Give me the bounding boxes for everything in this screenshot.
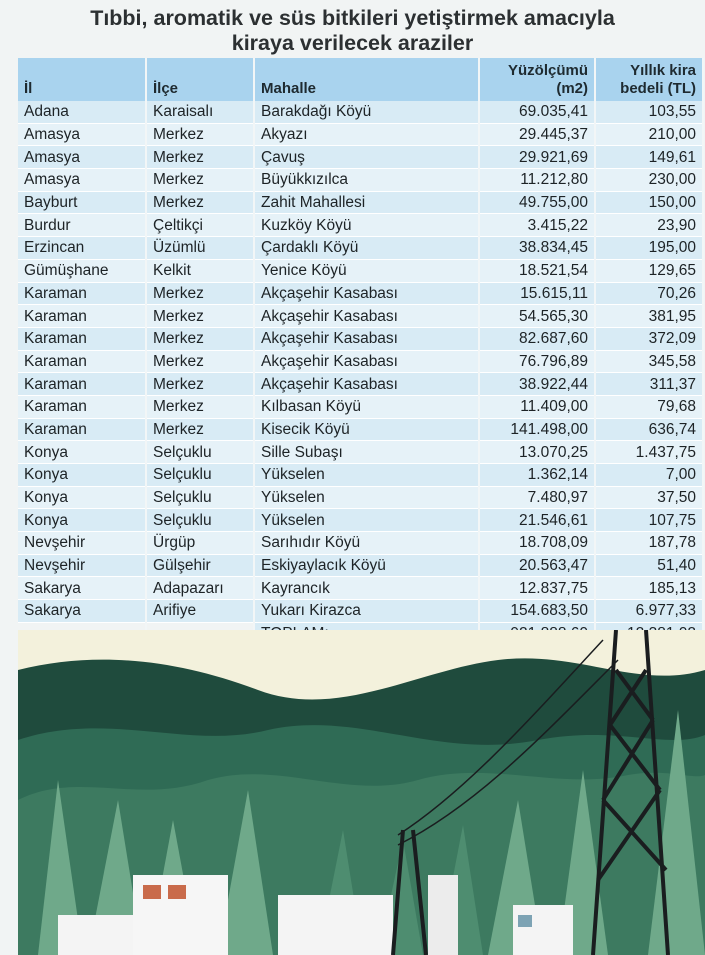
cell-alan: 69.035,41 — [479, 101, 595, 123]
table-row — [18, 305, 703, 328]
cell-alan: 82.687,60 — [479, 327, 595, 350]
table-row — [18, 373, 703, 396]
cell-alan: 49.755,00 — [479, 191, 595, 214]
cell-mahalle: Çavuş — [254, 146, 479, 169]
cell-ilce: Merkez — [146, 418, 254, 441]
header-ilce: İlçe — [146, 58, 254, 101]
table-row — [18, 600, 703, 623]
cell-ilce: Kelkit — [146, 259, 254, 282]
table-row — [18, 509, 703, 532]
cell-il: Amasya — [18, 146, 146, 169]
cell-ilce: Merkez — [146, 327, 254, 350]
cell-ilce: Merkez — [146, 395, 254, 418]
cell-ilce: Merkez — [146, 282, 254, 305]
cell-alan: 3.415,22 — [479, 214, 595, 237]
title-line-2: kiraya verilecek araziler — [231, 31, 474, 55]
cell-ilce: Gülşehir — [146, 554, 254, 577]
table-row — [18, 237, 703, 260]
cell-alan: 13.070,25 — [479, 441, 595, 464]
table-row — [18, 101, 703, 123]
cell-il: Amasya — [18, 169, 146, 192]
cell-alan: 7.480,97 — [479, 486, 595, 509]
cell-alan: 29.921,69 — [479, 146, 595, 169]
table-row — [18, 169, 703, 192]
cell-mahalle: Akçaşehir Kasabası — [254, 305, 479, 328]
cell-ilce: Selçuklu — [146, 486, 254, 509]
cell-mahalle: Akçaşehir Kasabası — [254, 373, 479, 396]
cell-ilce: Merkez — [146, 373, 254, 396]
cell-kira: 37,50 — [595, 486, 703, 509]
cell-mahalle: Yükselen — [254, 509, 479, 532]
header-kira — [595, 58, 703, 101]
cell-ilce: Merkez — [146, 146, 254, 169]
header-yuzolcumu — [479, 58, 595, 101]
cell-mahalle: Yükselen — [254, 486, 479, 509]
header-yuzolcumu-line1: Yüzölçümü — [507, 62, 588, 79]
table-row — [18, 327, 703, 350]
cell-mahalle: Çardaklı Köyü — [254, 237, 479, 260]
cell-il: Konya — [18, 441, 146, 464]
cell-mahalle: Yenice Köyü — [254, 259, 479, 282]
cell-il: Karaman — [18, 327, 146, 350]
table-row — [18, 191, 703, 214]
cell-alan: 29.445,37 — [479, 123, 595, 146]
cell-ilce: Arifiye — [146, 600, 254, 623]
cell-mahalle: Sarıhıdır Köyü — [254, 532, 479, 555]
table-row — [18, 554, 703, 577]
cell-kira: 129,65 — [595, 259, 703, 282]
cell-kira: 372,09 — [595, 327, 703, 350]
cell-ilce: Çeltikçi — [146, 214, 254, 237]
cell-il: Burdur — [18, 214, 146, 237]
cell-alan: 54.565,30 — [479, 305, 595, 328]
title-line-1: Tıbbi, aromatik ve süs bitkileri yetiştirmek amacıyla — [90, 6, 615, 30]
table-row — [18, 395, 703, 418]
cell-kira: 185,13 — [595, 577, 703, 600]
cell-il: Karaman — [18, 305, 146, 328]
cell-mahalle: Akçaşehir Kasabası — [254, 350, 479, 373]
table-row — [18, 464, 703, 487]
header-il: İl — [18, 58, 146, 101]
cell-kira: 311,37 — [595, 373, 703, 396]
cell-ilce: Selçuklu — [146, 509, 254, 532]
header-yuzolcumu-line2: (m2) — [556, 80, 588, 97]
cell-kira: 79,68 — [595, 395, 703, 418]
cell-alan: 1.362,14 — [479, 464, 595, 487]
cell-mahalle: Akçaşehir Kasabası — [254, 282, 479, 305]
cell-kira: 150,00 — [595, 191, 703, 214]
table-row — [18, 214, 703, 237]
cell-il: Konya — [18, 509, 146, 532]
cell-alan: 38.922,44 — [479, 373, 595, 396]
cell-kira: 1.437,75 — [595, 441, 703, 464]
cell-mahalle: Büyükkızılca — [254, 169, 479, 192]
cell-alan: 21.546,61 — [479, 509, 595, 532]
cell-ilce: Üzümlü — [146, 237, 254, 260]
cell-mahalle: Akyazı — [254, 123, 479, 146]
cell-mahalle: Yukarı Kirazca — [254, 600, 479, 623]
header-kira-line1: Yıllık kira — [630, 62, 696, 79]
forest-landscape-illustration — [18, 630, 705, 955]
forest-illustration-svg — [18, 630, 705, 955]
cell-ilce: Merkez — [146, 191, 254, 214]
cell-il: Konya — [18, 486, 146, 509]
cell-ilce: Merkez — [146, 123, 254, 146]
cell-kira: 230,00 — [595, 169, 703, 192]
cell-mahalle: Eskiyaylacık Köyü — [254, 554, 479, 577]
cell-alan: 18.521,54 — [479, 259, 595, 282]
cell-kira: 70,26 — [595, 282, 703, 305]
cell-ilce: Merkez — [146, 305, 254, 328]
cell-il: Erzincan — [18, 237, 146, 260]
cell-ilce: Selçuklu — [146, 464, 254, 487]
header-mahalle: Mahalle — [254, 58, 479, 101]
cell-kira: 23,90 — [595, 214, 703, 237]
cell-alan: 20.563,47 — [479, 554, 595, 577]
cell-alan: 11.212,80 — [479, 169, 595, 192]
cell-mahalle: Kılbasan Köyü — [254, 395, 479, 418]
cell-il: Karaman — [18, 418, 146, 441]
cell-il: Amasya — [18, 123, 146, 146]
table-row — [18, 486, 703, 509]
header-kira-line2: bedeli (TL) — [620, 80, 696, 97]
cell-il: Nevşehir — [18, 532, 146, 555]
cell-il: Karaman — [18, 350, 146, 373]
cell-kira: 107,75 — [595, 509, 703, 532]
cell-alan: 38.834,45 — [479, 237, 595, 260]
cell-il: Karaman — [18, 282, 146, 305]
cell-alan: 15.615,11 — [479, 282, 595, 305]
table-row — [18, 418, 703, 441]
cell-il: Nevşehir — [18, 554, 146, 577]
cell-il: Adana — [18, 101, 146, 123]
cell-kira: 345,58 — [595, 350, 703, 373]
cell-kira: 51,40 — [595, 554, 703, 577]
cell-kira: 7,00 — [595, 464, 703, 487]
cell-ilce: Ürgüp — [146, 532, 254, 555]
cell-mahalle: Yükselen — [254, 464, 479, 487]
table-row — [18, 259, 703, 282]
land-table — [18, 58, 704, 646]
table-row — [18, 350, 703, 373]
cell-kira: 6.977,33 — [595, 600, 703, 623]
cell-alan: 154.683,50 — [479, 600, 595, 623]
cell-il: Sakarya — [18, 577, 146, 600]
cell-kira: 103,55 — [595, 101, 703, 123]
cell-kira: 195,00 — [595, 237, 703, 260]
cell-il: Karaman — [18, 373, 146, 396]
cell-ilce: Adapazarı — [146, 577, 254, 600]
cell-kira: 187,78 — [595, 532, 703, 555]
cell-ilce: Merkez — [146, 169, 254, 192]
page-title — [0, 6, 705, 56]
cell-kira: 210,00 — [595, 123, 703, 146]
cell-il: Gümüşhane — [18, 259, 146, 282]
table-header-row — [18, 58, 703, 101]
cell-alan: 12.837,75 — [479, 577, 595, 600]
cell-mahalle: Akçaşehir Kasabası — [254, 327, 479, 350]
cell-alan: 11.409,00 — [479, 395, 595, 418]
cell-il: Sakarya — [18, 600, 146, 623]
cell-kira: 636,74 — [595, 418, 703, 441]
cell-mahalle: Kayrancık — [254, 577, 479, 600]
cell-mahalle: Kuzköy Köyü — [254, 214, 479, 237]
table-row — [18, 146, 703, 169]
cell-alan: 141.498,00 — [479, 418, 595, 441]
cell-mahalle: Sille Subaşı — [254, 441, 479, 464]
cell-mahalle: Zahit Mahallesi — [254, 191, 479, 214]
table-row — [18, 441, 703, 464]
cell-ilce: Selçuklu — [146, 441, 254, 464]
cell-kira: 381,95 — [595, 305, 703, 328]
cell-ilce: Karaisalı — [146, 101, 254, 123]
table-row — [18, 282, 703, 305]
cell-ilce: Merkez — [146, 350, 254, 373]
cell-il: Bayburt — [18, 191, 146, 214]
table-row — [18, 532, 703, 555]
cell-il: Konya — [18, 464, 146, 487]
cell-kira: 149,61 — [595, 146, 703, 169]
cell-alan: 76.796,89 — [479, 350, 595, 373]
cell-alan: 18.708,09 — [479, 532, 595, 555]
table-row — [18, 577, 703, 600]
cell-mahalle: Kisecik Köyü — [254, 418, 479, 441]
table-row — [18, 123, 703, 146]
cell-il: Karaman — [18, 395, 146, 418]
cell-mahalle: Barakdağı Köyü — [254, 101, 479, 123]
